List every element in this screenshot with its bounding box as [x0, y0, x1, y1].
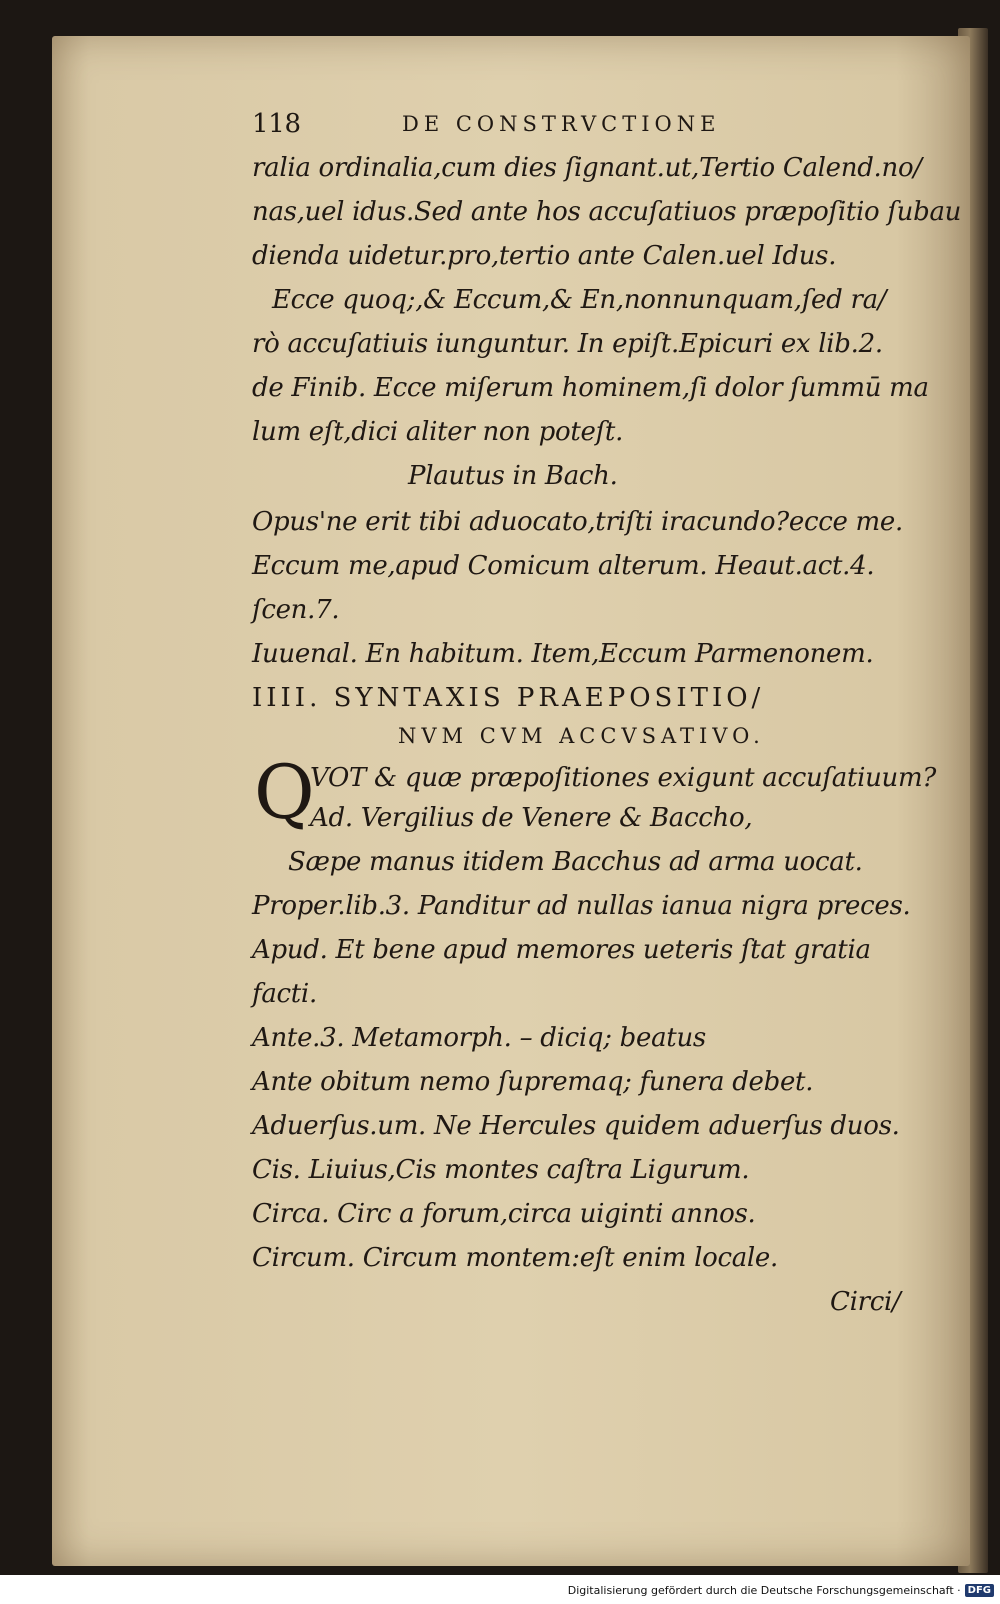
text-line-10: Eccum me,apud Comicum alterum. Heaut.act.4.: [252, 551, 875, 581]
section-subheading: NVM CVM ACCVSATIVO.: [398, 724, 765, 748]
catchword: Circi/: [830, 1287, 901, 1317]
text-line-21: Ante.3. Metamorph. – diciq; beatus: [252, 1023, 706, 1053]
running-head-row: [252, 108, 892, 140]
footer-credit: Digitalisierung gefördert durch die Deutsche Forschungsgemeinschaft ·: [567, 1583, 961, 1597]
text-line-15: VOT & quæ præpoſitiones exigunt accuſatiuum?: [310, 763, 936, 793]
running-head: DE CONSTRVCTIONE: [402, 112, 721, 136]
digitization-footer: [568, 1580, 994, 1600]
dfg-logo: DFG: [965, 1584, 994, 1597]
text-line-2: nas,uel idus.Sed ante hos accuſatiuos præpoſitio ſubau: [252, 197, 962, 227]
text-line-4: Ecce quoq;,& Eccum,& En,nonnunquam,ſed ra/: [272, 285, 887, 315]
text-line-24: Cis. Liuius,Cis montes caſtra Ligurum.: [252, 1155, 750, 1185]
text-line-26: Circum. Circum montem:eſt enim locale.: [252, 1243, 778, 1273]
section-heading: IIII. SYNTAXIS PRAEPOSITIO/: [252, 683, 765, 713]
text-line-8: Plautus in Bach.: [408, 461, 618, 491]
text-line-17: Sæpe manus itidem Bacchus ad arma uocat.: [288, 847, 863, 877]
text-line-1: ralia ordinalia,cum dies ſignant.ut,Tertio Calend.no/: [252, 153, 922, 183]
text-line-9: Opus'ne erit tibi aduocato,triſti iracundo?ecce me.: [252, 507, 903, 537]
text-line-18: Proper.lib.3. Panditur ad nullas ianua nigra preces.: [252, 891, 911, 921]
page-number: 118: [252, 109, 301, 139]
text-line-5: rò accuſatiuis iunguntur. In epiſt.Epicuri ex lib.2.: [252, 329, 883, 359]
text-line-25: Circa. Circ a forum,circa uiginti annos.: [252, 1199, 756, 1229]
text-line-20: facti.: [252, 979, 317, 1009]
text-line-23: Aduerſus.um. Ne Hercules quidem aduerſus duos.: [252, 1111, 900, 1141]
text-line-6: de Finib. Ecce miſerum hominem,ſi dolor ſummū ma: [252, 373, 929, 403]
text-line-3: dienda uidetur.pro,tertio ante Calen.uel Idus.: [252, 241, 837, 271]
text-line-11: ſcen.7.: [252, 595, 340, 625]
text-line-22: Ante obitum nemo ſupremaq; funera debet.: [252, 1067, 814, 1097]
text-line-12: Iuuenal. En habitum. Item,Eccum Parmenonem.: [252, 639, 874, 669]
page-text-block: [252, 108, 962, 1317]
initial-letter: Q: [254, 750, 315, 836]
text-line-19: Apud. Et bene apud memores ueteris ſtat gratia: [252, 935, 871, 965]
text-line-7: lum eſt,dici aliter non poteſt.: [252, 417, 624, 447]
text-line-16: Ad. Vergilius de Venere & Baccho,: [310, 803, 753, 833]
